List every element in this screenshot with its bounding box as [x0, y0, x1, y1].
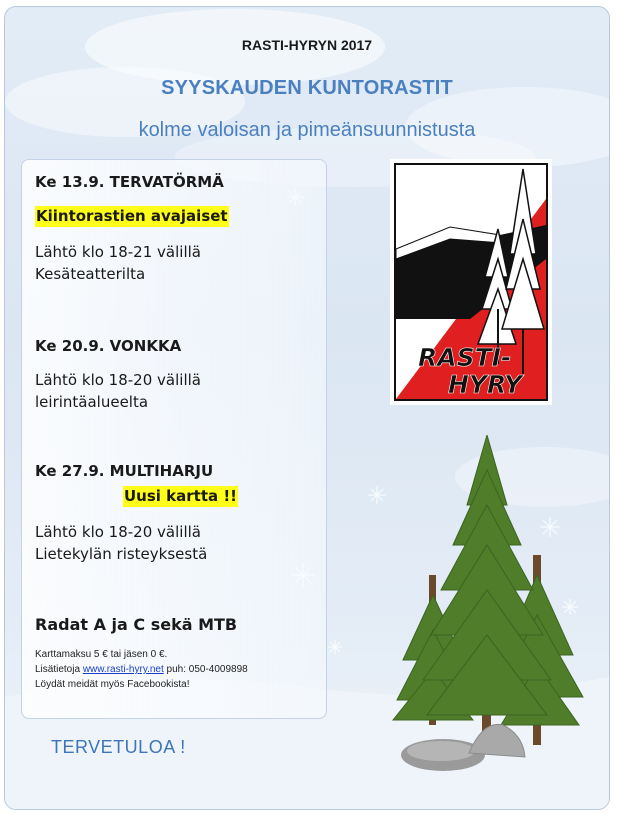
event-2-start: Lähtö klo 18-20 välillä [35, 371, 201, 389]
svg-text:RASTI-: RASTI- [418, 343, 512, 372]
contact-info [35, 664, 248, 675]
courses-info: Radat A ja C sekä MTB [35, 615, 238, 634]
svg-text:HYRY: HYRY [448, 370, 523, 399]
event-1-start: Lähtö klo 18-21 välillä [35, 243, 201, 261]
headline: SYYSKAUDEN KUNTORASTIT [161, 77, 453, 99]
website-link[interactable]: www.rasti-hyry.net [82, 664, 164, 675]
event-3-date-place: Ke 27.9. MULTIHARJU [35, 462, 214, 480]
rasti-hyry-logo [390, 159, 552, 405]
flyer-page [4, 6, 610, 810]
event-3-location: Lietekylän risteyksestä [35, 545, 208, 563]
event-1-date-place: Ke 13.9. TERVATÖRMÄ [35, 173, 224, 191]
event-2-date-place: Ke 20.9. VONKKA [35, 337, 182, 355]
subheadline: kolme valoisan ja pimeänsuunnistusta [138, 119, 476, 141]
more-info-label: Lisätietoja [35, 664, 81, 675]
event-1-location: Kesäteatterilta [35, 265, 146, 283]
phone-number: puh: 050-4009898 [166, 664, 248, 675]
fee-info: Karttamaksu 5 € tai jäsen 0 €. [35, 649, 168, 660]
organizer-title: RASTI-HYRYN 2017 [241, 37, 373, 53]
welcome-text: TERVETULOA ! [51, 737, 186, 757]
event-3-highlight: Uusi kartta !! [124, 487, 238, 505]
facebook-info: Löydät meidät myös Facebookista! [35, 679, 190, 690]
event-1-highlight: Kiintorastien avajaiset [36, 207, 228, 225]
pine-tree-illustration [383, 435, 610, 775]
event-3-start: Lähtö klo 18-20 välillä [35, 523, 201, 541]
event-2-location: leirintäalueelta [35, 393, 149, 411]
